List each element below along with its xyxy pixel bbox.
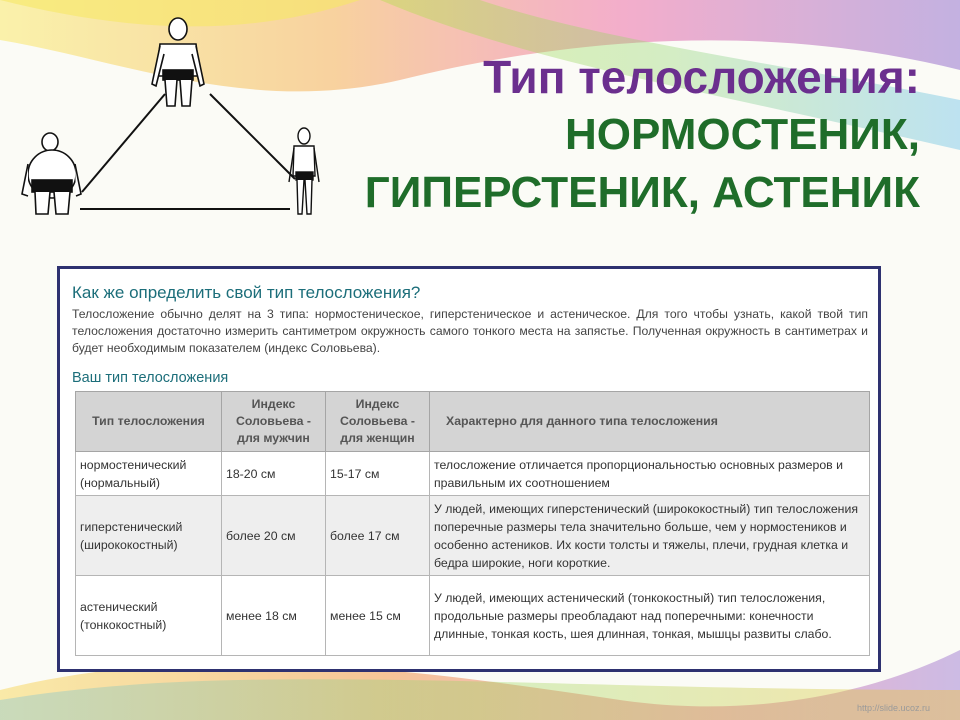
cell-men: 18-20 см [222, 452, 326, 496]
title-line-1: Тип телосложения: [483, 51, 920, 103]
header-description: Характерно для данного типа телосложения [430, 392, 870, 452]
hypersthenic-figure-icon [22, 133, 81, 214]
cell-description: У людей, имеющих астенический (тонкокостный) тип телосложения, продольные размеры преобладают над поперечными: конечности длинные, тонкая кость, шея длинная, тонкая, мышцы развиты слабо. [430, 576, 870, 656]
cell-women: 15-17 см [326, 452, 430, 496]
header-index-men: Индекс Соловьева - для мужчин [222, 392, 326, 452]
cell-description: У людей, имеющих гиперстенический (ширококостный) тип телосложения поперечные размеры тела значительно больше, чем у нормостеников и особенно астеников. Их кости толсты и тяжелы, плечи, грудная клетка и бедра широкие, ноги короткие. [430, 496, 870, 576]
title-line-3: ГИПЕРСТЕНИК, АСТЕНИК [364, 168, 920, 217]
normosthenic-figure-icon [152, 18, 204, 106]
panel-intro: Телосложение обычно делят на 3 типа: нормостеническое, гиперстеническое и астеническое. Для того чтобы узнать, какой твой тип телосложения достаточно измерить сантиметром окружность самого тонкого места на запястье. Полученная окружность в сантиметрах и будет необходимым показателем (индекс Соловьева). [72, 307, 868, 355]
cell-men: менее 18 см [222, 576, 326, 656]
panel-subheading: Ваш тип телосложения [72, 370, 229, 386]
asthenic-figure-icon [289, 128, 319, 214]
header-index-women: Индекс Соловьева - для женщин [326, 392, 430, 452]
cell-women: менее 15 см [326, 576, 430, 656]
panel-heading: Как же определить свой тип телосложения? [72, 283, 421, 302]
body-type-table [75, 391, 870, 656]
header-type: Тип телосложения [76, 392, 222, 452]
table-header-row [76, 392, 870, 452]
table-row [76, 576, 870, 656]
title-line-2: НОРМОСТЕНИК, [564, 110, 920, 159]
cell-type: нормостенический (нормальный) [76, 452, 222, 496]
cell-description: телосложение отличается пропорциональностью основных размеров и правильным их соотношением [430, 452, 870, 496]
info-panel [57, 266, 881, 672]
body-types-illustration [20, 14, 330, 224]
footer-url: http://slide.ucoz.ru [856, 703, 930, 713]
cell-men: более 20 см [222, 496, 326, 576]
slide-title [365, 48, 920, 222]
cell-type: гиперстенический (ширококостный) [76, 496, 222, 576]
table-row [76, 496, 870, 576]
table-row [76, 452, 870, 496]
cell-women: более 17 см [326, 496, 430, 576]
cell-type: астенический (тонкокостный) [76, 576, 222, 656]
